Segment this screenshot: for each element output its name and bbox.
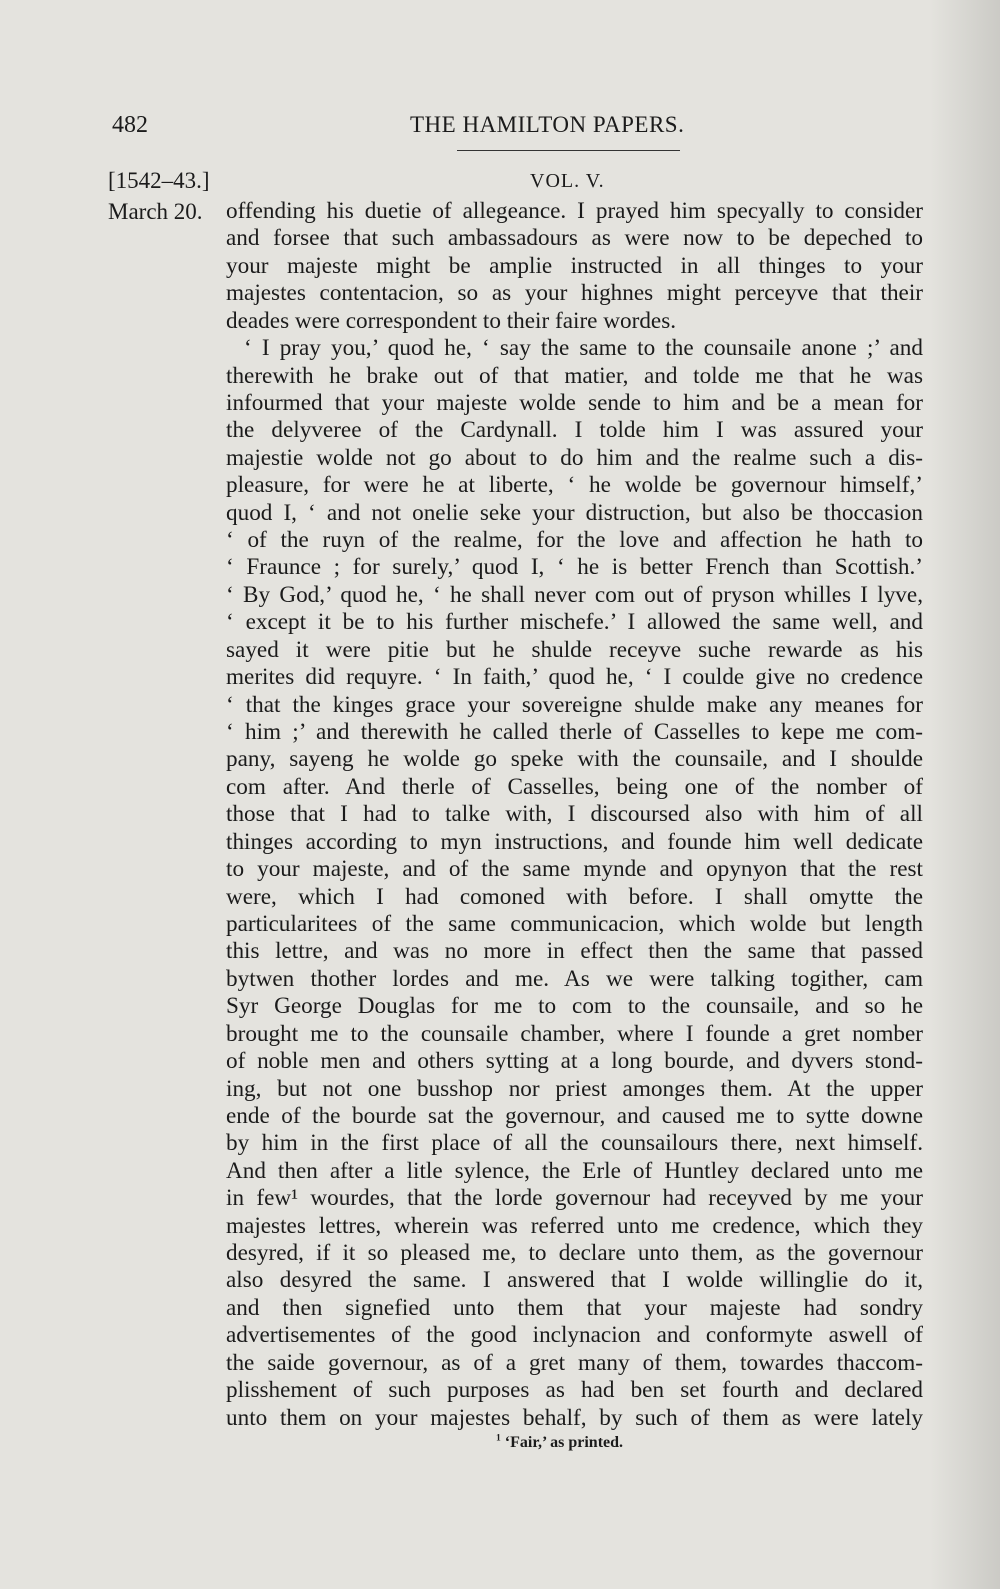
text-line: ‘ him ;’ and therewith he called therle of Casselles to kepe me com- — [226, 719, 923, 746]
text-line: Syr George Douglas for me to com to the counsaile, and so he — [226, 993, 923, 1020]
text-line: offending his duetie of allegeance. I prayed him specyally to consider — [226, 198, 923, 224]
text-line: the saide governour, as of a gret many of them, towardes thaccom- — [226, 1349, 923, 1376]
text-line: to your majeste, and of the same mynde and opynyon that the rest — [226, 856, 923, 883]
text-line: ing, but not one busshop nor priest amonges them. At the upper — [226, 1075, 923, 1102]
text-line: the delyveree of the Cardynall. I tolde him I was assured your — [226, 417, 923, 444]
date-range: [1542–43.] — [108, 168, 210, 193]
text-line: plisshement of such purposes as had ben set fourth and declared — [226, 1377, 923, 1404]
margin-entry-date: March 20. — [108, 199, 203, 224]
text-line: infourmed that your majeste wolde sende to him and be a mean for — [226, 389, 923, 416]
text-line: and then signefied unto them that your majeste had sondry — [226, 1294, 923, 1321]
text-line: sayed it were pitie but he shulde receyve suche rewarde as his — [226, 636, 923, 663]
text-line: therewith he brake out of that matier, and tolde me that he was — [226, 362, 923, 389]
text-line: merites did requyre. ‘ In faith,’ quod he, ‘ I coulde give no credence — [226, 664, 923, 691]
text-line: by him in the first place of all the counsailours there, next himself. — [226, 1130, 923, 1157]
text-line: quod I, ‘ and not onelie seke your distruction, but also be thoccasion — [226, 499, 923, 526]
volume-label: VOL. V. — [530, 170, 605, 192]
page-number: 482 — [112, 112, 148, 138]
text-line: pleasure, for were he at liberte, ‘ he wolde be governour himself,’ — [226, 472, 923, 499]
text-line: majestes contentacion, so as your highnes might perceyve that their — [226, 280, 923, 307]
text-line: desyred, if it so pleased me, to declare unto them, as the governour — [226, 1240, 923, 1267]
text-line: ende of the bourde sat the governour, and caused me to sytte downe — [226, 1102, 923, 1129]
footnote-text: ‘Fair,’ as printed. — [504, 1434, 624, 1451]
footnote-marker: 1 — [496, 1432, 501, 1444]
title-rule — [457, 150, 680, 151]
text-line: majestes lettres, wherein was referred unto me credence, which they — [226, 1212, 923, 1239]
text-line: also desyred the same. I answered that I wolde willinglie do it, — [226, 1267, 923, 1294]
text-line: ‘ except it be to his further mischefe.’ I allowed the same well, and — [226, 609, 923, 636]
text-line: advertisementes of the good inclynacion and conformyte aswell of — [226, 1322, 923, 1349]
text-line: ‘ of the ruyn of the realme, for the love and affection he hath to — [226, 527, 923, 554]
text-line: com after. And therle of Casselles, being one of the nomber of — [226, 773, 923, 800]
text-line: unto them on your majestes behalf, by such of them as were lately — [226, 1404, 923, 1431]
text-line: bytwen thother lordes and me. As we were talking togither, cam — [226, 965, 923, 992]
text-line: And then after a litle sylence, the Erle of Huntley declared unto me — [226, 1157, 923, 1184]
text-line: were, which I had comoned with before. I shall omytte the — [226, 883, 923, 910]
text-line: thinges according to myn instructions, and founde him well dedicate — [226, 828, 923, 855]
text-line: those that I had to talke with, I discoursed also with him of all — [226, 801, 923, 828]
text-line: particularitees of the same communicacion, which wolde but length — [226, 910, 923, 937]
text-line: majestie wolde not go about to do him and the realme such a dis- — [226, 444, 923, 471]
text-line: in few¹ wourdes, that the lorde governour had receyved by me your — [226, 1185, 923, 1212]
text-line: ‘ that the kinges grace your sovereigne shulde make any meanes for — [226, 691, 923, 718]
text-line: ‘ I pray you,’ quod he, ‘ say the same to the counsaile anone ;’ and — [244, 335, 923, 362]
text-line: of noble men and others sytting at a long bourde, and dyvers stond- — [226, 1048, 923, 1075]
text-line: and forsee that such ambassadours as were now to be depeched to — [226, 225, 923, 252]
text-line: ‘ Fraunce ; for surely,’ quod I, ‘ he is better French than Scottish.’ — [226, 554, 923, 581]
letter-body — [226, 198, 923, 1432]
page-edge-shadow — [930, 0, 1000, 1589]
running-title: THE HAMILTON PAPERS. — [410, 112, 685, 137]
footnote — [496, 1434, 623, 1452]
text-line: pany, sayeng he wolde go speke with the counsaile, and I shoulde — [226, 746, 923, 773]
text-line: this lettre, and was no more in effect then the same that passed — [226, 938, 923, 965]
text-line: deades were correspondent to their faire wordes. — [226, 307, 677, 334]
text-line: ‘ By God,’ quod he, ‘ he shall never com out of pryson whilles I lyve, — [226, 581, 923, 608]
text-line: brought me to the counsaile chamber, where I founde a gret nomber — [226, 1020, 923, 1047]
text-line: your majeste might be amplie instructed in all thinges to your — [226, 252, 923, 279]
